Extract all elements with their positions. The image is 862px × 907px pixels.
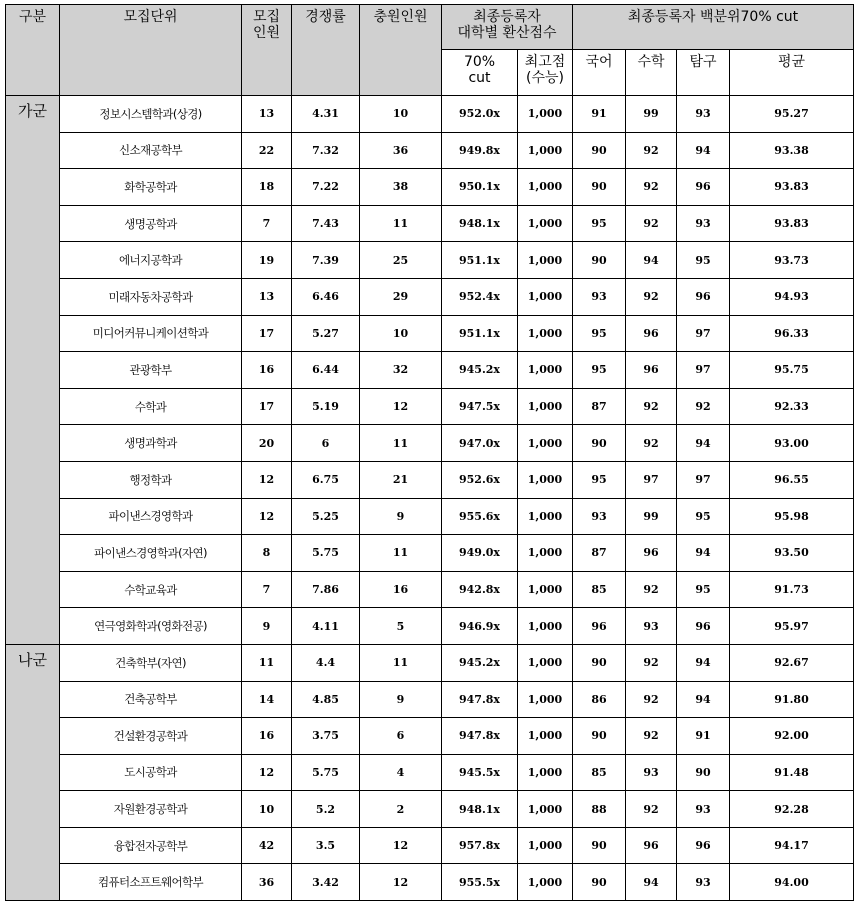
- cell-ratio: 7.39: [292, 242, 360, 279]
- cell-unit: 도시공학과: [60, 754, 242, 791]
- cell-kor: 93: [573, 498, 626, 535]
- cell-cut: 947.5x: [442, 388, 518, 425]
- cell-cut: 951.1x: [442, 315, 518, 352]
- cell-extra: 11: [360, 644, 442, 681]
- table-row: [6, 132, 854, 169]
- cell-avg: 94.00: [730, 864, 854, 901]
- cell-extra: 12: [360, 827, 442, 864]
- cell-ratio: 5.75: [292, 754, 360, 791]
- cell-max: 1,000: [518, 96, 573, 133]
- table-row: [6, 96, 854, 133]
- cell-extra: 11: [360, 425, 442, 462]
- cell-max: 1,000: [518, 388, 573, 425]
- table-body: [6, 96, 854, 901]
- cell-inq: 90: [677, 754, 730, 791]
- cell-ratio: 6.75: [292, 461, 360, 498]
- header-ratio: 경쟁률: [292, 5, 360, 96]
- cell-cut: 948.1x: [442, 791, 518, 828]
- cell-kor: 91: [573, 96, 626, 133]
- cell-avg: 93.38: [730, 132, 854, 169]
- table-row: [6, 827, 854, 864]
- cell-ratio: 5.25: [292, 498, 360, 535]
- cell-unit: 자원환경공학과: [60, 791, 242, 828]
- cell-extra: 11: [360, 205, 442, 242]
- cell-inq: 91: [677, 718, 730, 755]
- admissions-table: [5, 4, 854, 901]
- cell-inq: 97: [677, 461, 730, 498]
- cell-cut: 945.5x: [442, 754, 518, 791]
- cell-ratio: 3.75: [292, 718, 360, 755]
- table-row: [6, 571, 854, 608]
- cell-quota: 8: [242, 535, 292, 572]
- cell-max: 1,000: [518, 608, 573, 645]
- table-row: [6, 608, 854, 645]
- cell-ratio: 5.19: [292, 388, 360, 425]
- cell-ratio: 5.75: [292, 535, 360, 572]
- cell-kor: 88: [573, 791, 626, 828]
- cell-math: 93: [626, 608, 677, 645]
- cell-cut: 947.0x: [442, 425, 518, 462]
- cell-extra: 10: [360, 96, 442, 133]
- cell-extra: 38: [360, 169, 442, 206]
- cell-cut: 947.8x: [442, 718, 518, 755]
- cell-quota: 10: [242, 791, 292, 828]
- cell-quota: 14: [242, 681, 292, 718]
- cell-inq: 93: [677, 205, 730, 242]
- cell-unit: 파이낸스경영학과: [60, 498, 242, 535]
- cell-ratio: 6.44: [292, 352, 360, 389]
- cell-kor: 85: [573, 571, 626, 608]
- cell-max: 1,000: [518, 754, 573, 791]
- cell-inq: 96: [677, 827, 730, 864]
- cell-unit: 연극영화학과(영화전공): [60, 608, 242, 645]
- cell-math: 92: [626, 791, 677, 828]
- cell-avg: 95.27: [730, 96, 854, 133]
- cell-max: 1,000: [518, 352, 573, 389]
- cell-kor: 95: [573, 352, 626, 389]
- cell-inq: 93: [677, 96, 730, 133]
- cell-math: 94: [626, 864, 677, 901]
- table-row: [6, 498, 854, 535]
- table-row: [6, 681, 854, 718]
- cell-math: 92: [626, 718, 677, 755]
- cell-cut: 952.6x: [442, 461, 518, 498]
- cell-ratio: 4.4: [292, 644, 360, 681]
- table-row: [6, 242, 854, 279]
- cell-max: 1,000: [518, 169, 573, 206]
- cell-quota: 42: [242, 827, 292, 864]
- cell-math: 97: [626, 461, 677, 498]
- cell-inq: 95: [677, 498, 730, 535]
- cell-math: 92: [626, 205, 677, 242]
- cell-ratio: 4.11: [292, 608, 360, 645]
- cell-quota: 11: [242, 644, 292, 681]
- cell-ratio: 7.43: [292, 205, 360, 242]
- cell-cut: 942.8x: [442, 571, 518, 608]
- cell-quota: 22: [242, 132, 292, 169]
- cell-avg: 93.83: [730, 169, 854, 206]
- cell-avg: 92.67: [730, 644, 854, 681]
- group-label: 나군: [6, 644, 60, 900]
- cell-math: 92: [626, 644, 677, 681]
- cell-quota: 17: [242, 388, 292, 425]
- cell-extra: 9: [360, 681, 442, 718]
- cell-quota: 18: [242, 169, 292, 206]
- cell-unit: 건축학부(자연): [60, 644, 242, 681]
- cell-inq: 94: [677, 132, 730, 169]
- cell-extra: 16: [360, 571, 442, 608]
- cell-quota: 17: [242, 315, 292, 352]
- header-avg: 평균: [730, 50, 854, 96]
- cell-kor: 90: [573, 242, 626, 279]
- cell-cut: 952.4x: [442, 278, 518, 315]
- cell-math: 92: [626, 169, 677, 206]
- cell-max: 1,000: [518, 535, 573, 572]
- cell-cut: 955.5x: [442, 864, 518, 901]
- cell-kor: 90: [573, 169, 626, 206]
- cell-cut: 946.9x: [442, 608, 518, 645]
- cell-max: 1,000: [518, 205, 573, 242]
- cell-unit: 미래자동차공학과: [60, 278, 242, 315]
- cell-max: 1,000: [518, 644, 573, 681]
- cell-ratio: 6: [292, 425, 360, 462]
- cell-avg: 91.80: [730, 681, 854, 718]
- cell-kor: 96: [573, 608, 626, 645]
- cell-cut: 948.1x: [442, 205, 518, 242]
- cell-avg: 94.93: [730, 278, 854, 315]
- cell-cut: 949.0x: [442, 535, 518, 572]
- cell-math: 94: [626, 242, 677, 279]
- cell-cut: 951.1x: [442, 242, 518, 279]
- table-row: [6, 791, 854, 828]
- cell-extra: 12: [360, 388, 442, 425]
- cell-kor: 93: [573, 278, 626, 315]
- cell-max: 1,000: [518, 315, 573, 352]
- cell-avg: 93.83: [730, 205, 854, 242]
- table-row: [6, 278, 854, 315]
- table-row: [6, 754, 854, 791]
- cell-inq: 92: [677, 388, 730, 425]
- cell-cut: 945.2x: [442, 644, 518, 681]
- header-inq: 탐구: [677, 50, 730, 96]
- cell-extra: 2: [360, 791, 442, 828]
- group-label: 가군: [6, 96, 60, 645]
- cell-max: 1,000: [518, 498, 573, 535]
- cell-cut: 950.1x: [442, 169, 518, 206]
- table-row: [6, 352, 854, 389]
- cell-kor: 90: [573, 718, 626, 755]
- cell-cut: 949.8x: [442, 132, 518, 169]
- cell-avg: 93.50: [730, 535, 854, 572]
- cell-math: 99: [626, 96, 677, 133]
- cell-inq: 94: [677, 681, 730, 718]
- cell-avg: 94.17: [730, 827, 854, 864]
- cell-max: 1,000: [518, 242, 573, 279]
- cell-quota: 13: [242, 278, 292, 315]
- cell-inq: 94: [677, 644, 730, 681]
- table-row: [6, 315, 854, 352]
- cell-ratio: 4.31: [292, 96, 360, 133]
- cell-avg: 92.28: [730, 791, 854, 828]
- cell-avg: 96.33: [730, 315, 854, 352]
- cell-max: 1,000: [518, 864, 573, 901]
- cell-math: 92: [626, 425, 677, 462]
- cell-unit: 에너지공학과: [60, 242, 242, 279]
- cell-quota: 9: [242, 608, 292, 645]
- cell-quota: 12: [242, 754, 292, 791]
- cell-quota: 7: [242, 205, 292, 242]
- cell-kor: 85: [573, 754, 626, 791]
- cell-avg: 93.73: [730, 242, 854, 279]
- cell-max: 1,000: [518, 461, 573, 498]
- cell-ratio: 5.2: [292, 791, 360, 828]
- cell-kor: 95: [573, 461, 626, 498]
- cell-kor: 90: [573, 864, 626, 901]
- cell-kor: 90: [573, 132, 626, 169]
- cell-max: 1,000: [518, 278, 573, 315]
- cell-extra: 5: [360, 608, 442, 645]
- cell-max: 1,000: [518, 791, 573, 828]
- cell-ratio: 6.46: [292, 278, 360, 315]
- cell-inq: 96: [677, 169, 730, 206]
- cell-cut: 945.2x: [442, 352, 518, 389]
- table-row: [6, 644, 854, 681]
- cell-inq: 95: [677, 571, 730, 608]
- cell-quota: 12: [242, 498, 292, 535]
- cell-avg: 95.97: [730, 608, 854, 645]
- cell-avg: 95.98: [730, 498, 854, 535]
- cell-unit: 건축공학부: [60, 681, 242, 718]
- cell-avg: 96.55: [730, 461, 854, 498]
- cell-inq: 94: [677, 535, 730, 572]
- table-row: [6, 461, 854, 498]
- cell-max: 1,000: [518, 425, 573, 462]
- cell-inq: 96: [677, 608, 730, 645]
- cell-kor: 95: [573, 315, 626, 352]
- cell-extra: 25: [360, 242, 442, 279]
- header-extra: 충원인원: [360, 5, 442, 96]
- cell-unit: 관광학부: [60, 352, 242, 389]
- cell-unit: 수학교육과: [60, 571, 242, 608]
- cell-quota: 36: [242, 864, 292, 901]
- cell-ratio: 3.5: [292, 827, 360, 864]
- cell-quota: 7: [242, 571, 292, 608]
- cell-extra: 10: [360, 315, 442, 352]
- cell-inq: 96: [677, 278, 730, 315]
- cell-kor: 90: [573, 644, 626, 681]
- cell-inq: 93: [677, 791, 730, 828]
- cell-avg: 92.00: [730, 718, 854, 755]
- cell-avg: 93.00: [730, 425, 854, 462]
- cell-inq: 97: [677, 315, 730, 352]
- table-row: [6, 425, 854, 462]
- cell-math: 92: [626, 278, 677, 315]
- cell-math: 93: [626, 754, 677, 791]
- cell-kor: 95: [573, 205, 626, 242]
- cell-cut: 955.6x: [442, 498, 518, 535]
- cell-inq: 94: [677, 425, 730, 462]
- table-row: [6, 205, 854, 242]
- cell-kor: 90: [573, 827, 626, 864]
- cell-unit: 신소재공학부: [60, 132, 242, 169]
- cell-extra: 36: [360, 132, 442, 169]
- cell-math: 96: [626, 827, 677, 864]
- cell-max: 1,000: [518, 571, 573, 608]
- header-score: 최종등록자 대학별 환산점수: [442, 5, 573, 50]
- cell-quota: 19: [242, 242, 292, 279]
- cell-ratio: 4.85: [292, 681, 360, 718]
- table-row: [6, 535, 854, 572]
- cell-cut: 952.0x: [442, 96, 518, 133]
- cell-cut: 957.8x: [442, 827, 518, 864]
- cell-avg: 92.33: [730, 388, 854, 425]
- cell-inq: 93: [677, 864, 730, 901]
- table-row: [6, 169, 854, 206]
- cell-kor: 87: [573, 388, 626, 425]
- cell-ratio: 7.32: [292, 132, 360, 169]
- cell-unit: 융합전자공학부: [60, 827, 242, 864]
- cell-math: 96: [626, 352, 677, 389]
- cell-extra: 11: [360, 535, 442, 572]
- cell-max: 1,000: [518, 681, 573, 718]
- header-kor: 국어: [573, 50, 626, 96]
- cell-unit: 생명과학과: [60, 425, 242, 462]
- cell-math: 92: [626, 571, 677, 608]
- cell-avg: 91.73: [730, 571, 854, 608]
- cell-unit: 건설환경공학과: [60, 718, 242, 755]
- header-cut70: 70% cut: [442, 50, 518, 96]
- cell-kor: 87: [573, 535, 626, 572]
- header-percentile: 최종등록자 백분위70% cut: [573, 5, 854, 50]
- cell-extra: 6: [360, 718, 442, 755]
- cell-ratio: 5.27: [292, 315, 360, 352]
- cell-quota: 16: [242, 718, 292, 755]
- cell-ratio: 7.22: [292, 169, 360, 206]
- cell-math: 92: [626, 681, 677, 718]
- cell-unit: 생명공학과: [60, 205, 242, 242]
- cell-extra: 32: [360, 352, 442, 389]
- table-row: [6, 718, 854, 755]
- cell-unit: 수학과: [60, 388, 242, 425]
- header-max: 최고점 (수능): [518, 50, 573, 96]
- header-unit: 모집단위: [60, 5, 242, 96]
- cell-unit: 화학공학과: [60, 169, 242, 206]
- cell-ratio: 3.42: [292, 864, 360, 901]
- cell-math: 96: [626, 315, 677, 352]
- cell-max: 1,000: [518, 827, 573, 864]
- cell-inq: 95: [677, 242, 730, 279]
- table-row: [6, 864, 854, 901]
- cell-unit: 파이낸스경영학과(자연): [60, 535, 242, 572]
- cell-math: 92: [626, 388, 677, 425]
- cell-cut: 947.8x: [442, 681, 518, 718]
- cell-avg: 95.75: [730, 352, 854, 389]
- cell-quota: 13: [242, 96, 292, 133]
- cell-unit: 미디어커뮤니케이션학과: [60, 315, 242, 352]
- cell-extra: 21: [360, 461, 442, 498]
- cell-quota: 20: [242, 425, 292, 462]
- cell-math: 99: [626, 498, 677, 535]
- cell-extra: 9: [360, 498, 442, 535]
- cell-ratio: 7.86: [292, 571, 360, 608]
- header-math: 수학: [626, 50, 677, 96]
- cell-quota: 16: [242, 352, 292, 389]
- cell-max: 1,000: [518, 718, 573, 755]
- cell-unit: 정보시스템학과(상경): [60, 96, 242, 133]
- cell-unit: 행정학과: [60, 461, 242, 498]
- header-quota: 모집 인원: [242, 5, 292, 96]
- cell-extra: 12: [360, 864, 442, 901]
- cell-kor: 86: [573, 681, 626, 718]
- header-group: 구분: [6, 5, 60, 96]
- cell-quota: 12: [242, 461, 292, 498]
- table-row: [6, 388, 854, 425]
- cell-math: 92: [626, 132, 677, 169]
- cell-max: 1,000: [518, 132, 573, 169]
- cell-avg: 91.48: [730, 754, 854, 791]
- cell-math: 96: [626, 535, 677, 572]
- cell-unit: 컴퓨터소프트웨어학부: [60, 864, 242, 901]
- cell-extra: 4: [360, 754, 442, 791]
- cell-kor: 90: [573, 425, 626, 462]
- cell-extra: 29: [360, 278, 442, 315]
- cell-inq: 97: [677, 352, 730, 389]
